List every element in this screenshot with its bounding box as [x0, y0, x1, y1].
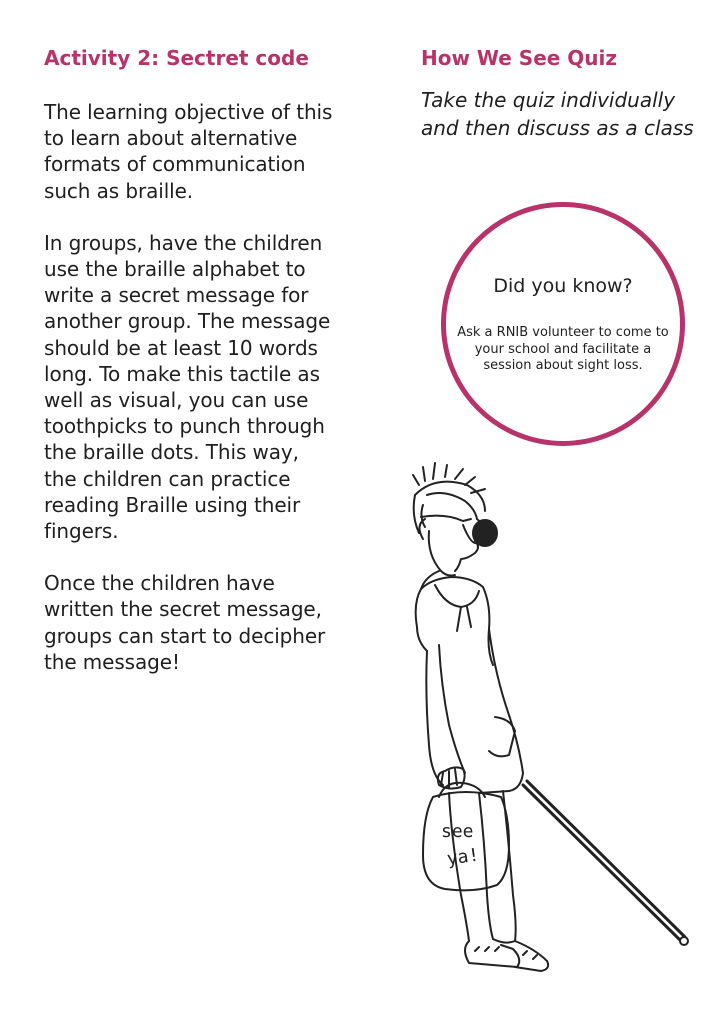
did-you-know-callout	[441, 202, 685, 446]
callout-title: Did you know?	[493, 275, 633, 297]
activity-paragraph-objective: The learning objective of this to learn about alternative formats of communication such as braille.	[44, 100, 333, 203]
activity-title: Activity 2: Sectret code	[44, 46, 309, 70]
activity-paragraph-decipher: Once the children have written the secret message, groups can start to decipher the message!	[44, 571, 326, 674]
callout-body: Ask a RNIB volunteer to come to your school and facilitate a session about sight loss.	[457, 325, 669, 373]
quiz-instruction: Take the quiz individually and then discuss as a class	[421, 88, 694, 140]
quiz-section	[421, 44, 711, 142]
bag-text-line-2: ya!	[445, 844, 481, 870]
activity-section	[44, 44, 334, 675]
bag-text-line-1: see	[441, 821, 474, 842]
quiz-title: How We See Quiz	[421, 46, 618, 70]
activity-paragraph-instructions: In groups, have the children use the braille alphabet to write a secret message for another group. The message should be at least 10 words long. To make this tactile as well as visual, you can use toothpicks to punch through the braille dots. This way, the children can practice reading Braille using their fingers.	[44, 230, 331, 544]
person-with-white-cane-illustration	[405, 455, 705, 985]
